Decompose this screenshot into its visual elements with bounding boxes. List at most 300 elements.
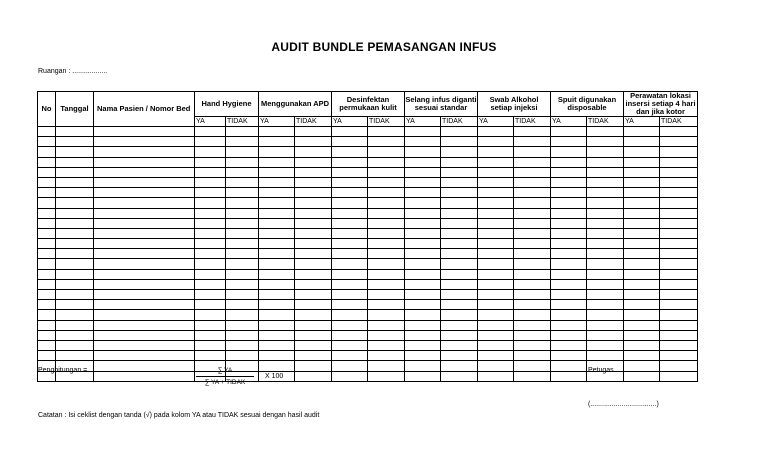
table-cell[interactable] <box>56 127 94 137</box>
table-cell[interactable] <box>295 208 332 218</box>
table-cell[interactable] <box>624 137 660 147</box>
table-cell[interactable] <box>94 320 195 330</box>
table-cell[interactable] <box>587 300 624 310</box>
table-cell[interactable] <box>587 127 624 137</box>
table-cell[interactable] <box>94 351 195 361</box>
table-cell[interactable] <box>660 157 698 167</box>
table-cell[interactable] <box>368 310 405 320</box>
table-cell[interactable] <box>368 249 405 259</box>
table-cell[interactable] <box>587 198 624 208</box>
table-cell[interactable] <box>368 330 405 340</box>
table-cell[interactable] <box>195 127 226 137</box>
table-cell[interactable] <box>259 218 295 228</box>
table-cell[interactable] <box>195 351 226 361</box>
table-cell[interactable] <box>368 239 405 249</box>
table-cell[interactable] <box>368 351 405 361</box>
table-cell[interactable] <box>551 330 587 340</box>
table-cell[interactable] <box>441 249 478 259</box>
table-cell[interactable] <box>405 310 441 320</box>
table-cell[interactable] <box>368 147 405 157</box>
table-cell[interactable] <box>478 188 514 198</box>
table-cell[interactable] <box>587 269 624 279</box>
table-cell[interactable] <box>195 330 226 340</box>
table-cell[interactable] <box>368 320 405 330</box>
table-cell[interactable] <box>56 239 94 249</box>
table-cell[interactable] <box>441 269 478 279</box>
table-cell[interactable] <box>551 320 587 330</box>
table-cell[interactable] <box>259 228 295 238</box>
table-cell[interactable] <box>660 279 698 289</box>
table-cell[interactable] <box>478 208 514 218</box>
table-cell[interactable] <box>332 198 368 208</box>
table-cell[interactable] <box>441 259 478 269</box>
table-cell[interactable] <box>551 249 587 259</box>
table-cell[interactable] <box>94 177 195 187</box>
table-cell[interactable] <box>368 279 405 289</box>
table-cell[interactable] <box>478 239 514 249</box>
table-cell[interactable] <box>478 320 514 330</box>
table-cell[interactable] <box>195 198 226 208</box>
table-cell[interactable] <box>195 177 226 187</box>
table-cell[interactable] <box>226 188 259 198</box>
table-cell[interactable] <box>195 320 226 330</box>
table-cell[interactable] <box>94 157 195 167</box>
table-cell[interactable] <box>624 147 660 157</box>
table-cell[interactable] <box>38 279 56 289</box>
table-cell[interactable] <box>368 208 405 218</box>
table-cell[interactable] <box>94 371 195 381</box>
table-cell[interactable] <box>660 259 698 269</box>
table-cell[interactable] <box>259 198 295 208</box>
table-cell[interactable] <box>226 127 259 137</box>
table-cell[interactable] <box>295 351 332 361</box>
table-cell[interactable] <box>295 188 332 198</box>
table-cell[interactable] <box>478 290 514 300</box>
table-cell[interactable] <box>368 188 405 198</box>
table-cell[interactable] <box>56 218 94 228</box>
table-cell[interactable] <box>660 177 698 187</box>
table-cell[interactable] <box>56 177 94 187</box>
table-cell[interactable] <box>624 198 660 208</box>
table-cell[interactable] <box>38 218 56 228</box>
table-cell[interactable] <box>295 320 332 330</box>
table-cell[interactable] <box>624 188 660 198</box>
table-cell[interactable] <box>405 127 441 137</box>
table-cell[interactable] <box>478 310 514 320</box>
table-cell[interactable] <box>551 340 587 350</box>
table-cell[interactable] <box>56 330 94 340</box>
table-cell[interactable] <box>368 157 405 167</box>
table-cell[interactable] <box>551 137 587 147</box>
table-cell[interactable] <box>441 137 478 147</box>
table-cell[interactable] <box>660 361 698 371</box>
table-cell[interactable] <box>478 259 514 269</box>
table-cell[interactable] <box>514 269 551 279</box>
table-cell[interactable] <box>259 137 295 147</box>
table-cell[interactable] <box>368 290 405 300</box>
table-cell[interactable] <box>56 198 94 208</box>
table-cell[interactable] <box>226 137 259 147</box>
table-cell[interactable] <box>38 177 56 187</box>
table-cell[interactable] <box>660 371 698 381</box>
table-cell[interactable] <box>478 198 514 208</box>
table-cell[interactable] <box>478 137 514 147</box>
table-cell[interactable] <box>478 218 514 228</box>
table-cell[interactable] <box>624 157 660 167</box>
table-cell[interactable] <box>94 137 195 147</box>
table-cell[interactable] <box>332 300 368 310</box>
table-cell[interactable] <box>478 340 514 350</box>
table-cell[interactable] <box>478 177 514 187</box>
table-cell[interactable] <box>551 239 587 249</box>
table-cell[interactable] <box>226 208 259 218</box>
table-cell[interactable] <box>259 351 295 361</box>
table-cell[interactable] <box>94 208 195 218</box>
table-cell[interactable] <box>332 177 368 187</box>
table-cell[interactable] <box>624 290 660 300</box>
table-cell[interactable] <box>195 157 226 167</box>
table-cell[interactable] <box>514 300 551 310</box>
table-cell[interactable] <box>405 340 441 350</box>
table-cell[interactable] <box>368 228 405 238</box>
table-cell[interactable] <box>405 279 441 289</box>
table-cell[interactable] <box>259 177 295 187</box>
table-cell[interactable] <box>441 340 478 350</box>
table-cell[interactable] <box>295 239 332 249</box>
table-cell[interactable] <box>56 351 94 361</box>
table-cell[interactable] <box>660 127 698 137</box>
table-cell[interactable] <box>368 371 405 381</box>
table-cell[interactable] <box>226 228 259 238</box>
table-cell[interactable] <box>94 147 195 157</box>
table-cell[interactable] <box>660 137 698 147</box>
table-cell[interactable] <box>624 239 660 249</box>
table-cell[interactable] <box>94 361 195 371</box>
table-cell[interactable] <box>587 147 624 157</box>
table-cell[interactable] <box>660 208 698 218</box>
table-cell[interactable] <box>624 249 660 259</box>
table-cell[interactable] <box>441 188 478 198</box>
table-cell[interactable] <box>441 208 478 218</box>
table-cell[interactable] <box>38 290 56 300</box>
table-cell[interactable] <box>660 340 698 350</box>
table-cell[interactable] <box>94 279 195 289</box>
table-cell[interactable] <box>514 157 551 167</box>
table-cell[interactable] <box>624 310 660 320</box>
table-cell[interactable] <box>587 218 624 228</box>
table-cell[interactable] <box>551 310 587 320</box>
table-cell[interactable] <box>660 147 698 157</box>
table-cell[interactable] <box>551 208 587 218</box>
table-cell[interactable] <box>94 290 195 300</box>
table-cell[interactable] <box>226 198 259 208</box>
table-cell[interactable] <box>660 320 698 330</box>
table-cell[interactable] <box>94 340 195 350</box>
table-cell[interactable] <box>226 239 259 249</box>
table-cell[interactable] <box>195 269 226 279</box>
table-cell[interactable] <box>587 157 624 167</box>
table-cell[interactable] <box>332 208 368 218</box>
table-cell[interactable] <box>38 269 56 279</box>
table-cell[interactable] <box>587 188 624 198</box>
table-cell[interactable] <box>624 351 660 361</box>
table-cell[interactable] <box>38 249 56 259</box>
table-cell[interactable] <box>195 290 226 300</box>
table-cell[interactable] <box>259 290 295 300</box>
table-cell[interactable] <box>56 137 94 147</box>
table-cell[interactable] <box>332 137 368 147</box>
table-cell[interactable] <box>295 157 332 167</box>
table-cell[interactable] <box>38 188 56 198</box>
table-cell[interactable] <box>295 249 332 259</box>
table-cell[interactable] <box>226 249 259 259</box>
table-cell[interactable] <box>514 218 551 228</box>
table-cell[interactable] <box>441 127 478 137</box>
table-cell[interactable] <box>441 218 478 228</box>
table-cell[interactable] <box>478 330 514 340</box>
table-cell[interactable] <box>514 167 551 177</box>
table-cell[interactable] <box>514 249 551 259</box>
table-cell[interactable] <box>441 330 478 340</box>
table-cell[interactable] <box>478 147 514 157</box>
table-cell[interactable] <box>441 239 478 249</box>
table-cell[interactable] <box>332 167 368 177</box>
table-cell[interactable] <box>551 198 587 208</box>
table-cell[interactable] <box>551 290 587 300</box>
table-cell[interactable] <box>226 310 259 320</box>
table-cell[interactable] <box>38 157 56 167</box>
table-cell[interactable] <box>551 127 587 137</box>
table-cell[interactable] <box>624 218 660 228</box>
table-cell[interactable] <box>332 249 368 259</box>
table-cell[interactable] <box>514 137 551 147</box>
table-cell[interactable] <box>441 198 478 208</box>
table-cell[interactable] <box>514 239 551 249</box>
table-cell[interactable] <box>259 147 295 157</box>
table-cell[interactable] <box>56 290 94 300</box>
table-cell[interactable] <box>38 330 56 340</box>
table-cell[interactable] <box>226 177 259 187</box>
table-cell[interactable] <box>368 177 405 187</box>
table-cell[interactable] <box>478 157 514 167</box>
table-cell[interactable] <box>332 147 368 157</box>
table-cell[interactable] <box>514 259 551 269</box>
table-cell[interactable] <box>332 340 368 350</box>
table-cell[interactable] <box>94 167 195 177</box>
table-cell[interactable] <box>94 300 195 310</box>
table-cell[interactable] <box>368 361 405 371</box>
table-cell[interactable] <box>368 167 405 177</box>
table-cell[interactable] <box>56 340 94 350</box>
table-cell[interactable] <box>295 228 332 238</box>
table-cell[interactable] <box>441 279 478 289</box>
table-cell[interactable] <box>332 239 368 249</box>
table-cell[interactable] <box>259 249 295 259</box>
table-cell[interactable] <box>368 127 405 137</box>
table-cell[interactable] <box>551 361 587 371</box>
table-cell[interactable] <box>624 361 660 371</box>
table-cell[interactable] <box>405 361 441 371</box>
table-cell[interactable] <box>295 147 332 157</box>
table-cell[interactable] <box>38 340 56 350</box>
table-cell[interactable] <box>405 147 441 157</box>
table-cell[interactable] <box>332 330 368 340</box>
table-cell[interactable] <box>405 300 441 310</box>
table-cell[interactable] <box>94 269 195 279</box>
table-cell[interactable] <box>514 198 551 208</box>
table-cell[interactable] <box>38 351 56 361</box>
table-cell[interactable] <box>368 218 405 228</box>
table-cell[interactable] <box>624 269 660 279</box>
table-cell[interactable] <box>624 167 660 177</box>
table-cell[interactable] <box>226 320 259 330</box>
table-cell[interactable] <box>405 228 441 238</box>
table-cell[interactable] <box>587 259 624 269</box>
table-cell[interactable] <box>226 259 259 269</box>
table-cell[interactable] <box>56 249 94 259</box>
table-cell[interactable] <box>56 167 94 177</box>
table-cell[interactable] <box>295 198 332 208</box>
table-cell[interactable] <box>514 228 551 238</box>
table-cell[interactable] <box>587 290 624 300</box>
table-cell[interactable] <box>551 371 587 381</box>
table-cell[interactable] <box>259 330 295 340</box>
table-cell[interactable] <box>587 249 624 259</box>
table-cell[interactable] <box>551 300 587 310</box>
table-cell[interactable] <box>624 330 660 340</box>
table-cell[interactable] <box>624 320 660 330</box>
table-cell[interactable] <box>660 300 698 310</box>
table-cell[interactable] <box>660 249 698 259</box>
table-cell[interactable] <box>441 371 478 381</box>
table-cell[interactable] <box>94 259 195 269</box>
table-cell[interactable] <box>514 177 551 187</box>
table-cell[interactable] <box>195 259 226 269</box>
table-cell[interactable] <box>226 279 259 289</box>
table-cell[interactable] <box>195 188 226 198</box>
table-cell[interactable] <box>478 371 514 381</box>
table-cell[interactable] <box>38 320 56 330</box>
table-cell[interactable] <box>405 208 441 218</box>
table-cell[interactable] <box>478 127 514 137</box>
table-cell[interactable] <box>441 177 478 187</box>
table-cell[interactable] <box>587 330 624 340</box>
table-cell[interactable] <box>514 290 551 300</box>
table-cell[interactable] <box>295 371 332 381</box>
table-cell[interactable] <box>38 300 56 310</box>
table-cell[interactable] <box>478 279 514 289</box>
table-cell[interactable] <box>259 269 295 279</box>
table-cell[interactable] <box>195 279 226 289</box>
table-cell[interactable] <box>38 239 56 249</box>
table-cell[interactable] <box>195 137 226 147</box>
table-cell[interactable] <box>195 147 226 157</box>
table-cell[interactable] <box>368 269 405 279</box>
table-cell[interactable] <box>405 188 441 198</box>
table-cell[interactable] <box>332 310 368 320</box>
table-cell[interactable] <box>405 249 441 259</box>
table-cell[interactable] <box>226 290 259 300</box>
table-cell[interactable] <box>332 259 368 269</box>
table-cell[interactable] <box>660 290 698 300</box>
table-cell[interactable] <box>259 259 295 269</box>
table-cell[interactable] <box>514 310 551 320</box>
table-cell[interactable] <box>259 320 295 330</box>
table-cell[interactable] <box>514 188 551 198</box>
table-cell[interactable] <box>226 167 259 177</box>
table-cell[interactable] <box>94 228 195 238</box>
table-cell[interactable] <box>332 279 368 289</box>
table-cell[interactable] <box>587 351 624 361</box>
table-cell[interactable] <box>587 340 624 350</box>
table-cell[interactable] <box>295 259 332 269</box>
table-cell[interactable] <box>587 177 624 187</box>
table-cell[interactable] <box>259 167 295 177</box>
table-cell[interactable] <box>368 137 405 147</box>
table-cell[interactable] <box>405 290 441 300</box>
table-cell[interactable] <box>56 188 94 198</box>
table-cell[interactable] <box>226 157 259 167</box>
table-cell[interactable] <box>38 198 56 208</box>
table-cell[interactable] <box>514 320 551 330</box>
table-cell[interactable] <box>441 167 478 177</box>
table-cell[interactable] <box>551 259 587 269</box>
table-cell[interactable] <box>368 300 405 310</box>
table-cell[interactable] <box>514 351 551 361</box>
table-cell[interactable] <box>38 310 56 320</box>
table-cell[interactable] <box>226 269 259 279</box>
table-cell[interactable] <box>295 300 332 310</box>
table-cell[interactable] <box>587 239 624 249</box>
table-cell[interactable] <box>56 300 94 310</box>
table-cell[interactable] <box>56 269 94 279</box>
table-cell[interactable] <box>405 137 441 147</box>
table-cell[interactable] <box>441 320 478 330</box>
table-cell[interactable] <box>332 320 368 330</box>
table-cell[interactable] <box>295 361 332 371</box>
table-cell[interactable] <box>94 310 195 320</box>
table-cell[interactable] <box>38 228 56 238</box>
table-cell[interactable] <box>551 147 587 157</box>
table-cell[interactable] <box>405 269 441 279</box>
table-cell[interactable] <box>332 188 368 198</box>
table-cell[interactable] <box>56 320 94 330</box>
table-cell[interactable] <box>551 279 587 289</box>
table-cell[interactable] <box>259 208 295 218</box>
table-cell[interactable] <box>368 259 405 269</box>
table-cell[interactable] <box>660 198 698 208</box>
table-cell[interactable] <box>226 300 259 310</box>
table-cell[interactable] <box>295 218 332 228</box>
table-cell[interactable] <box>94 188 195 198</box>
table-cell[interactable] <box>259 127 295 137</box>
table-cell[interactable] <box>405 167 441 177</box>
table-cell[interactable] <box>295 310 332 320</box>
table-cell[interactable] <box>441 147 478 157</box>
table-cell[interactable] <box>514 340 551 350</box>
table-cell[interactable] <box>94 249 195 259</box>
table-cell[interactable] <box>332 290 368 300</box>
table-cell[interactable] <box>441 300 478 310</box>
table-cell[interactable] <box>56 157 94 167</box>
table-cell[interactable] <box>624 371 660 381</box>
table-cell[interactable] <box>38 137 56 147</box>
table-cell[interactable] <box>624 300 660 310</box>
table-cell[interactable] <box>332 269 368 279</box>
table-cell[interactable] <box>56 208 94 218</box>
table-cell[interactable] <box>94 330 195 340</box>
table-cell[interactable] <box>624 259 660 269</box>
